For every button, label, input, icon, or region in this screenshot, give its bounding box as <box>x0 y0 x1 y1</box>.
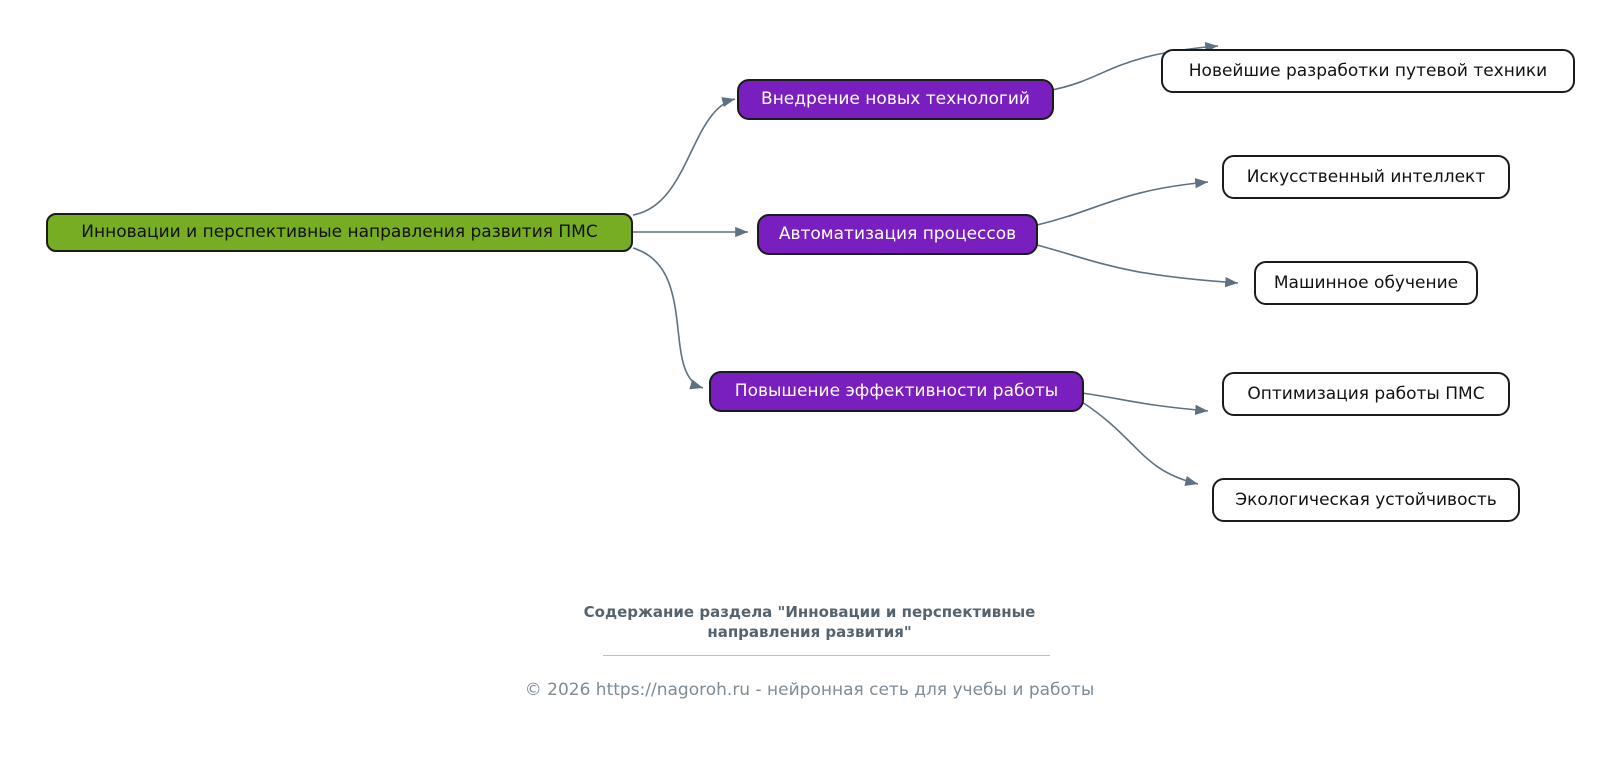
edge-branch3-to-leaf2 <box>1082 402 1198 484</box>
diagram-caption <box>0 602 1619 643</box>
mindmap-leaf-node-pms-optimization[interactable] <box>1222 372 1510 416</box>
mindmap-root-label: Инновации и перспективные направления развития ПМС <box>81 222 598 243</box>
mindmap-leaf-node-machine-learning[interactable] <box>1254 261 1478 305</box>
footer-text: © 2026 https://nagoroh.ru - нейронная сеть для учебы и работы <box>524 680 1095 700</box>
mindmap-branch-node-3[interactable] <box>709 371 1084 412</box>
edge-branch3-to-leaf1 <box>1082 393 1208 411</box>
diagram-caption-line-1: Содержание раздела "Инновации и перспективные <box>583 603 1036 621</box>
footer-copyright <box>0 680 1619 700</box>
mindmap-leaf-label-2: Искусственный интеллект <box>1246 166 1486 187</box>
edge-root-to-branch-1 <box>633 99 735 215</box>
mindmap-root-node[interactable] <box>46 213 633 252</box>
edge-branch2-to-leaf2 <box>1037 245 1238 283</box>
mindmap-leaf-label-1: Новейшие разработки путевой техники <box>1188 60 1548 81</box>
mindmap-branch-node-1[interactable] <box>737 79 1054 120</box>
mindmap-branch-label-3: Повышение эффективности работы <box>734 381 1059 402</box>
diagram-caption-line-2: направления развития" <box>707 623 912 642</box>
edge-branch2-to-leaf1 <box>1037 182 1208 225</box>
mindmap-leaf-label-4: Оптимизация работы ПМС <box>1247 383 1485 404</box>
mindmap-leaf-node-ecological-sustainability[interactable] <box>1212 478 1520 522</box>
mindmap-leaf-label-5: Экологическая устойчивость <box>1235 489 1497 510</box>
mindmap-branch-label-1: Внедрение новых технологий <box>761 89 1030 110</box>
edge-root-to-branch-3 <box>633 248 703 388</box>
mindmap-leaf-node-artificial-intelligence[interactable] <box>1222 155 1510 199</box>
mindmap-branch-node-2[interactable] <box>757 214 1038 255</box>
mindmap-branch-label-2: Автоматизация процессов <box>778 224 1017 245</box>
mindmap-leaf-label-3: Машинное обучение <box>1273 272 1459 293</box>
caption-divider <box>603 655 1050 656</box>
mindmap-leaf-node-new-track-equipment[interactable] <box>1161 49 1575 93</box>
